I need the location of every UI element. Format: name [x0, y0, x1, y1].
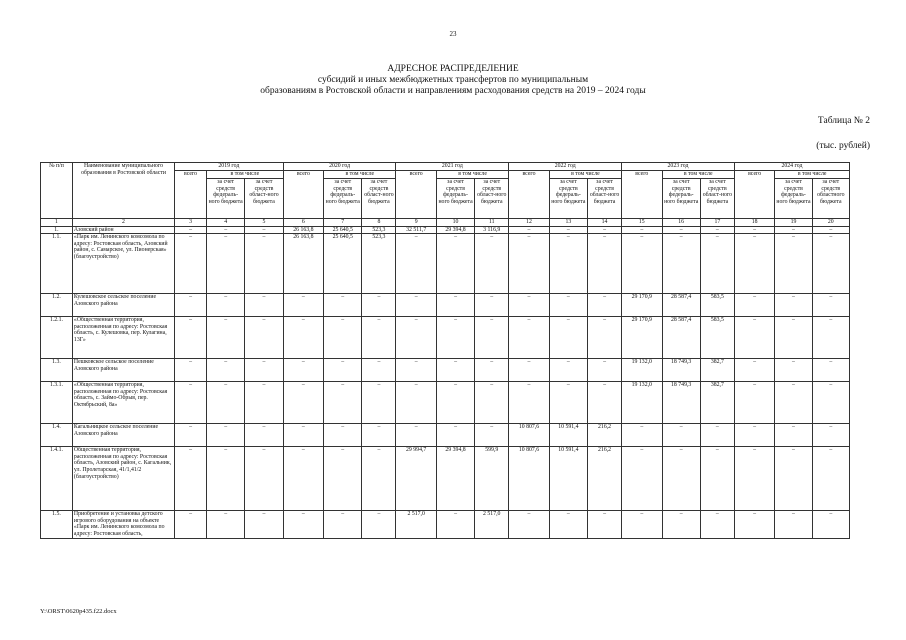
column-number: 16: [662, 219, 700, 227]
value-cell: –: [775, 511, 812, 538]
value-cell: –: [245, 226, 283, 234]
header-reg: за счет средств област-ного бюджета: [245, 179, 283, 219]
header-year: 2021 год: [396, 163, 509, 171]
column-number: 14: [588, 219, 622, 227]
distribution-table: [40, 162, 850, 539]
header-total: всего: [622, 171, 662, 219]
value-cell: 29 170,9: [622, 294, 662, 317]
header-year: 2023 год: [622, 163, 735, 171]
value-cell: –: [549, 511, 587, 538]
value-cell: 32 511,7: [396, 226, 436, 234]
file-path-footer: Y:\ORST\0620p435.f22.docx: [40, 608, 117, 615]
value-cell: –: [396, 382, 436, 424]
value-cell: –: [175, 424, 207, 447]
value-cell: –: [324, 382, 362, 424]
value-cell: –: [207, 317, 245, 359]
value-cell: –: [283, 424, 323, 447]
header-incl: в том числе: [436, 171, 508, 179]
value-cell: –: [175, 294, 207, 317]
document-title: [0, 64, 906, 97]
value-cell: 28 587,4: [662, 317, 700, 359]
value-cell: 19 132,0: [622, 382, 662, 424]
municipality-name: «Общественная территория, расположенная по адресу: Ростовская область, с. Займо-Обрыв, пер. Октябрьский, 8а»: [72, 382, 174, 424]
value-cell: –: [775, 234, 812, 294]
header-incl: в том числе: [324, 171, 396, 179]
header-fed: за счет средств федераль-ного бюджета: [662, 179, 700, 219]
value-cell: 29 994,7: [396, 447, 436, 511]
row-number: 1.5.: [41, 511, 73, 538]
column-number: 10: [436, 219, 474, 227]
column-number: 3: [175, 219, 207, 227]
row-number: 1.3.: [41, 359, 73, 382]
column-number: 20: [812, 219, 849, 227]
row-number: 1.2.: [41, 294, 73, 317]
header-incl: в том числе: [775, 171, 850, 179]
value-cell: 583,5: [700, 294, 734, 317]
column-number: 6: [283, 219, 323, 227]
column-numbers-row: [41, 219, 850, 227]
value-cell: –: [283, 317, 323, 359]
column-number: 19: [775, 219, 812, 227]
units-label: (тыс. рублей): [816, 141, 870, 151]
header-fed: за счет средств федераль-ного бюджета: [436, 179, 474, 219]
value-cell: –: [175, 359, 207, 382]
value-cell: –: [549, 226, 587, 234]
value-cell: –: [549, 294, 587, 317]
title-line-3: образованиям в Ростовской области и направлениям расходования средств на 2019 – 2024 годы: [260, 86, 646, 96]
header-incl: в том числе: [207, 171, 284, 179]
column-number: 5: [245, 219, 283, 227]
value-cell: –: [245, 359, 283, 382]
value-cell: –: [475, 294, 509, 317]
table-row: [41, 226, 850, 234]
value-cell: –: [396, 294, 436, 317]
value-cell: –: [283, 511, 323, 538]
header-num: № п/п: [41, 163, 73, 219]
column-number: 17: [700, 219, 734, 227]
value-cell: –: [812, 447, 849, 511]
table-row: [41, 382, 850, 424]
column-number: 13: [549, 219, 587, 227]
value-cell: –: [588, 511, 622, 538]
value-cell: –: [812, 424, 849, 447]
value-cell: –: [362, 382, 396, 424]
value-cell: –: [812, 294, 849, 317]
value-cell: 29 394,8: [436, 226, 474, 234]
value-cell: –: [245, 424, 283, 447]
value-cell: –: [622, 424, 662, 447]
value-cell: –: [207, 234, 245, 294]
municipality-name: «Парк им. Ленинского комсомола по адресу: Ростовская область, Азовский район, с. Самарское, ул. Пионерская» (благоустройство): [72, 234, 174, 294]
row-number: 1.: [41, 226, 73, 234]
value-cell: –: [175, 234, 207, 294]
column-number: 1: [41, 219, 73, 227]
value-cell: –: [324, 359, 362, 382]
value-cell: 599,9: [475, 447, 509, 511]
value-cell: –: [436, 294, 474, 317]
value-cell: –: [622, 447, 662, 511]
value-cell: –: [812, 234, 849, 294]
value-cell: –: [396, 359, 436, 382]
value-cell: –: [775, 359, 812, 382]
value-cell: –: [812, 226, 849, 234]
value-cell: –: [509, 294, 549, 317]
row-number: 1.3.1.: [41, 382, 73, 424]
value-cell: –: [175, 382, 207, 424]
column-number: 2: [72, 219, 174, 227]
value-cell: –: [622, 226, 662, 234]
value-cell: –: [207, 424, 245, 447]
value-cell: –: [588, 317, 622, 359]
value-cell: –: [509, 382, 549, 424]
value-cell: –: [734, 359, 774, 382]
value-cell: –: [700, 447, 734, 511]
value-cell: –: [662, 226, 700, 234]
column-number: 8: [362, 219, 396, 227]
value-cell: –: [362, 511, 396, 538]
value-cell: 216,2: [588, 447, 622, 511]
value-cell: –: [812, 359, 849, 382]
header-total: всего: [175, 171, 207, 219]
value-cell: –: [324, 511, 362, 538]
value-cell: –: [436, 359, 474, 382]
value-cell: –: [436, 234, 474, 294]
value-cell: –: [700, 234, 734, 294]
table-body: [41, 219, 850, 539]
value-cell: –: [775, 447, 812, 511]
value-cell: –: [207, 511, 245, 538]
value-cell: 523,3: [362, 226, 396, 234]
value-cell: –: [207, 226, 245, 234]
value-cell: –: [662, 447, 700, 511]
value-cell: –: [734, 317, 774, 359]
value-cell: –: [549, 234, 587, 294]
value-cell: –: [245, 382, 283, 424]
header-year: 2022 год: [509, 163, 622, 171]
municipality-name: Приобретение и установка детского игрового оборудования на объекте «Парк им. Ленинского комсомола по адресу: Ростовская область,: [72, 511, 174, 538]
value-cell: –: [775, 317, 812, 359]
value-cell: –: [175, 317, 207, 359]
value-cell: –: [245, 317, 283, 359]
value-cell: 19 132,0: [622, 359, 662, 382]
header-fed: за счет средств федераль-ного бюджета: [549, 179, 587, 219]
municipality-name: Кагальницкое сельское поселение Азовского района: [72, 424, 174, 447]
header-reg: за счет средств област-ного бюджета: [475, 179, 509, 219]
header-reg: за счет средств област-ного бюджета: [362, 179, 396, 219]
value-cell: –: [662, 234, 700, 294]
value-cell: –: [588, 234, 622, 294]
value-cell: –: [362, 424, 396, 447]
value-cell: –: [734, 447, 774, 511]
value-cell: –: [734, 294, 774, 317]
header-reg: за счет средств област-ного бюджета: [700, 179, 734, 219]
municipality-name: Общественная территория, расположенная по адресу: Ростовская область, Азовский район, с. Кагальник, ул. Пролетарская, 41/1,41/2 (благоустройство): [72, 447, 174, 511]
value-cell: –: [812, 317, 849, 359]
value-cell: –: [775, 294, 812, 317]
value-cell: 2 517,0: [396, 511, 436, 538]
value-cell: –: [396, 317, 436, 359]
value-cell: –: [700, 511, 734, 538]
column-number: 7: [324, 219, 362, 227]
value-cell: 10 591,4: [549, 424, 587, 447]
header-total: всего: [509, 171, 549, 219]
value-cell: –: [436, 511, 474, 538]
value-cell: 216,2: [588, 424, 622, 447]
value-cell: –: [436, 424, 474, 447]
value-cell: –: [775, 382, 812, 424]
table-row: [41, 294, 850, 317]
value-cell: –: [662, 511, 700, 538]
table-row: [41, 424, 850, 447]
row-number: 1.4.: [41, 424, 73, 447]
header-year: 2020 год: [283, 163, 396, 171]
value-cell: –: [509, 511, 549, 538]
column-number: 15: [622, 219, 662, 227]
municipality-name: «Общественная территория, расположенная по адресу: Ростовская область, с. Кулешовка, пер. Кулагина, 13Г»: [72, 317, 174, 359]
column-number: 9: [396, 219, 436, 227]
row-number: 1.1.: [41, 234, 73, 294]
header-fed: за счет средств федераль-ного бюджета: [207, 179, 245, 219]
value-cell: 25 640,5: [324, 234, 362, 294]
value-cell: –: [207, 359, 245, 382]
value-cell: –: [245, 234, 283, 294]
value-cell: –: [245, 447, 283, 511]
header-total: всего: [734, 171, 774, 219]
header-fed: за счет средств федераль-ного бюджета: [775, 179, 812, 219]
value-cell: –: [475, 317, 509, 359]
title-line-2: субсидий и иных межбюджетных трансфертов по муниципальным: [317, 75, 589, 85]
table-row: [41, 317, 850, 359]
value-cell: –: [475, 382, 509, 424]
page-number: 23: [449, 30, 457, 38]
value-cell: 26 163,8: [283, 226, 323, 234]
value-cell: –: [324, 317, 362, 359]
value-cell: 3 116,9: [475, 226, 509, 234]
value-cell: –: [662, 424, 700, 447]
table-row: [41, 359, 850, 382]
value-cell: –: [362, 317, 396, 359]
value-cell: 25 640,5: [324, 226, 362, 234]
header-fed: за счет средств федераль-ного бюджета: [324, 179, 362, 219]
value-cell: –: [207, 447, 245, 511]
column-number: 12: [509, 219, 549, 227]
value-cell: –: [245, 294, 283, 317]
column-number: 18: [734, 219, 774, 227]
value-cell: –: [324, 294, 362, 317]
value-cell: 523,3: [362, 234, 396, 294]
value-cell: 29 394,8: [436, 447, 474, 511]
value-cell: –: [775, 226, 812, 234]
value-cell: 382,7: [700, 359, 734, 382]
value-cell: –: [175, 226, 207, 234]
value-cell: 18 749,3: [662, 382, 700, 424]
municipality-name: Азовский район: [72, 226, 174, 234]
value-cell: –: [622, 511, 662, 538]
value-cell: 18 749,3: [662, 359, 700, 382]
municipality-name: Пешковское сельское поселение Азовского района: [72, 359, 174, 382]
value-cell: –: [475, 234, 509, 294]
value-cell: –: [549, 382, 587, 424]
value-cell: –: [588, 382, 622, 424]
value-cell: –: [775, 424, 812, 447]
value-cell: –: [622, 234, 662, 294]
value-cell: –: [509, 234, 549, 294]
value-cell: –: [324, 424, 362, 447]
value-cell: –: [509, 226, 549, 234]
row-number: 1.4.1.: [41, 447, 73, 511]
value-cell: –: [362, 359, 396, 382]
header-year: 2024 год: [734, 163, 849, 171]
header-total: всего: [283, 171, 323, 219]
value-cell: –: [362, 294, 396, 317]
header-reg: за счет средств областного бюджета: [812, 179, 849, 219]
row-number: 1.2.1.: [41, 317, 73, 359]
table-row: [41, 447, 850, 511]
value-cell: –: [734, 424, 774, 447]
header-incl: в том числе: [662, 171, 734, 179]
value-cell: 382,7: [700, 382, 734, 424]
value-cell: –: [475, 424, 509, 447]
header-incl: в том числе: [549, 171, 621, 179]
value-cell: –: [283, 359, 323, 382]
header-year: 2019 год: [175, 163, 284, 171]
value-cell: 583,5: [700, 317, 734, 359]
value-cell: –: [362, 447, 396, 511]
value-cell: –: [207, 294, 245, 317]
header-reg: за счет средств област-ного бюджета: [588, 179, 622, 219]
value-cell: –: [175, 511, 207, 538]
value-cell: –: [734, 226, 774, 234]
table-label: Таблица № 2: [817, 116, 870, 126]
value-cell: –: [509, 359, 549, 382]
value-cell: –: [549, 359, 587, 382]
value-cell: –: [324, 447, 362, 511]
table-row: [41, 234, 850, 294]
value-cell: –: [734, 382, 774, 424]
value-cell: 29 170,9: [622, 317, 662, 359]
value-cell: 10 807,6: [509, 447, 549, 511]
value-cell: –: [436, 382, 474, 424]
value-cell: 10 591,4: [549, 447, 587, 511]
value-cell: –: [734, 234, 774, 294]
value-cell: –: [283, 294, 323, 317]
table-row: [41, 511, 850, 538]
header-name: Наименование муниципального образования в Ростовской области: [72, 163, 174, 219]
value-cell: –: [283, 447, 323, 511]
value-cell: –: [245, 511, 283, 538]
value-cell: –: [812, 511, 849, 538]
value-cell: –: [475, 359, 509, 382]
value-cell: –: [549, 317, 587, 359]
value-cell: –: [588, 294, 622, 317]
value-cell: –: [396, 424, 436, 447]
value-cell: 10 807,6: [509, 424, 549, 447]
municipality-name: Кулешовское сельское поселение Азовского района: [72, 294, 174, 317]
value-cell: –: [509, 317, 549, 359]
column-number: 11: [475, 219, 509, 227]
value-cell: –: [734, 511, 774, 538]
value-cell: –: [588, 359, 622, 382]
value-cell: 28 587,4: [662, 294, 700, 317]
value-cell: –: [283, 382, 323, 424]
value-cell: –: [436, 317, 474, 359]
value-cell: 2 517,0: [475, 511, 509, 538]
value-cell: 26 163,8: [283, 234, 323, 294]
value-cell: –: [700, 226, 734, 234]
value-cell: –: [396, 234, 436, 294]
header-total: всего: [396, 171, 436, 219]
title-line-1: АДРЕСНОЕ РАСПРЕДЕЛЕНИЕ: [387, 64, 519, 74]
value-cell: –: [700, 424, 734, 447]
value-cell: –: [812, 382, 849, 424]
value-cell: –: [207, 382, 245, 424]
value-cell: –: [588, 226, 622, 234]
value-cell: –: [175, 447, 207, 511]
column-number: 4: [207, 219, 245, 227]
